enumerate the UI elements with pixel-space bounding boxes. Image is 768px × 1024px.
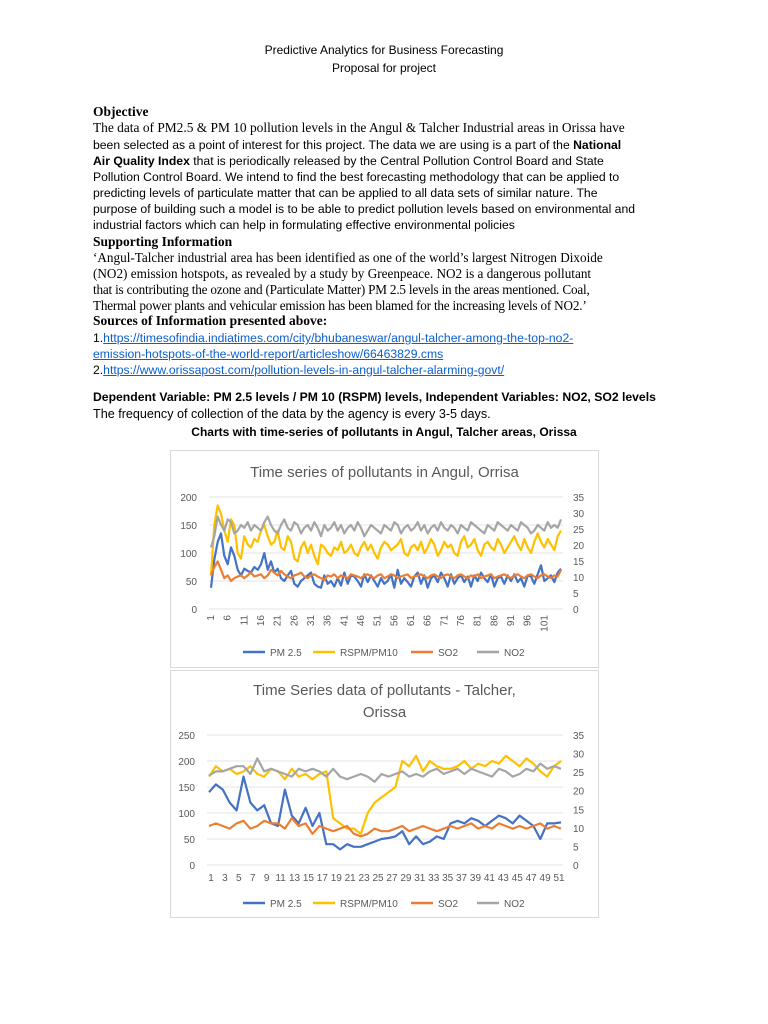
x-tick-label: 35 <box>442 873 454 884</box>
y-right-tick-label: 35 <box>573 731 585 742</box>
y-right-tick-label: 20 <box>573 541 585 552</box>
sources-heading: Sources of Information presented above: <box>93 313 328 328</box>
source-1-link[interactable]: https://timesofindia.indiatimes.com/city/bhubaneswar/angul-talcher-among-the-top-no2- <box>103 331 574 345</box>
x-tick-label: 81 <box>472 615 484 627</box>
x-tick-label: 31 <box>306 615 317 627</box>
x-tick-label: 51 <box>372 615 384 627</box>
y-left-tick-label: 50 <box>183 835 195 846</box>
x-tick-label: 21 <box>344 873 356 884</box>
national-aqi-bold-b: Air Quality Index <box>93 154 190 168</box>
y-left-tick-label: 0 <box>191 605 197 616</box>
source-2-number: 2. <box>93 363 104 377</box>
x-tick-label: 96 <box>522 615 534 627</box>
legend-label: PM 2.5 <box>270 648 302 659</box>
x-tick-label: 9 <box>263 873 270 884</box>
x-tick-label: 15 <box>302 873 315 884</box>
supporting-line-1: ‘Angul-Talcher industrial area has been identified as one of the world’s largest Nitrogen Dixoide <box>93 250 603 265</box>
source-2-link[interactable]: https://www.orissapost.com/pollution-levels-in-angul-talcher-alarming-govt/ <box>103 363 505 377</box>
series-line-no2 <box>209 758 561 781</box>
source-1-number: 1. <box>93 331 104 345</box>
x-tick-label: 13 <box>288 873 301 884</box>
talcher-chart-svg <box>171 671 598 917</box>
objective-line-6: purpose of building such a model is to be able to predict pollution levels based on environmental and <box>93 202 636 216</box>
y-right-tick-label: 5 <box>573 842 579 854</box>
document-title: Predictive Analytics for Business Forecasting <box>264 43 504 57</box>
y-right-tick-label: 20 <box>573 786 585 798</box>
x-tick-label: 17 <box>316 873 328 884</box>
series-line-so2 <box>211 561 561 581</box>
x-tick-label: 31 <box>414 873 426 884</box>
supporting-heading: Supporting Information <box>93 234 233 249</box>
y-left-tick-label: 100 <box>178 809 195 820</box>
y-right-tick-label: 25 <box>573 768 585 780</box>
legend-label: PM 2.5 <box>270 899 302 910</box>
x-tick-label: 11 <box>239 615 251 626</box>
series-line-rspm-pm10 <box>211 505 561 575</box>
objective-line-1: The data of PM2.5 & PM 10 pollution levels in the Angul & Talcher Industrial areas in Orissa have <box>93 120 625 135</box>
objective-line-3 <box>93 153 677 169</box>
series-line-pm-2-5 <box>211 533 561 587</box>
legend-label: NO2 <box>504 648 525 659</box>
source-1-line-1 <box>93 330 677 346</box>
x-tick-label: 1 <box>206 615 217 621</box>
x-tick-label: 66 <box>422 615 434 627</box>
y-right-tick-label: 25 <box>573 525 585 536</box>
objective-line-7: industrial factors which can help in formulating effective environmental policies <box>93 218 515 232</box>
x-tick-label: 23 <box>358 873 370 884</box>
document-subtitle: Proposal for project <box>331 61 437 75</box>
y-right-tick-label: 0 <box>573 605 579 616</box>
x-tick-label: 27 <box>386 873 398 884</box>
angul-chart-svg <box>171 451 598 667</box>
y-left-tick-label: 200 <box>180 493 197 504</box>
x-tick-label: 101 <box>539 615 551 632</box>
x-tick-label: 49 <box>539 873 551 884</box>
supporting-line-3: that is contributing the ozone and (Particulate Matter) PM 2.5 levels in the areas mentioned. Coal, <box>93 282 590 297</box>
y-right-tick-label: 15 <box>573 805 585 817</box>
y-right-tick-label: 15 <box>573 557 585 568</box>
chart-title: Time Series data of pollutants - Talcher, <box>253 682 516 699</box>
x-tick-label: 41 <box>483 873 495 884</box>
x-tick-label: 21 <box>272 615 284 627</box>
x-tick-label: 11 <box>275 873 286 884</box>
x-tick-label: 43 <box>497 873 509 884</box>
x-tick-label: 25 <box>372 873 384 884</box>
x-tick-label: 37 <box>455 873 468 884</box>
y-right-tick-label: 0 <box>573 861 579 872</box>
x-tick-label: 45 <box>511 873 523 884</box>
source-2-line <box>93 362 677 378</box>
y-right-tick-label: 30 <box>573 509 585 520</box>
objective-line-2-text: been selected as a point of interest for this project. The data we are using is a part of the <box>93 138 574 152</box>
x-tick-label: 47 <box>525 873 537 884</box>
y-left-tick-label: 0 <box>189 861 195 872</box>
source-1-line-2 <box>93 346 677 362</box>
y-right-tick-label: 10 <box>573 823 585 835</box>
x-tick-label: 41 <box>339 615 351 627</box>
y-left-tick-label: 250 <box>178 731 195 742</box>
x-tick-label: 61 <box>406 615 417 627</box>
objective-line-3-text: that is periodically released by the Central Pollution Control Board and State <box>189 154 604 168</box>
x-tick-label: 3 <box>222 873 228 884</box>
chart-title-line-2: Orissa <box>362 704 407 721</box>
x-tick-label: 46 <box>356 615 367 627</box>
x-tick-label: 7 <box>249 873 256 884</box>
x-tick-label: 19 <box>330 873 342 884</box>
legend-label: SO2 <box>438 899 459 910</box>
x-tick-label: 39 <box>469 873 482 884</box>
legend-label: RSPM/PM10 <box>340 648 398 659</box>
dependent-variable-line: Dependent Variable: PM 2.5 levels / PM 10 (RSPM) levels, Independent Variables: NO2, SO2 levels <box>93 390 656 404</box>
source-1-link-continued[interactable]: emission-hotspots-of-the-world-report/articleshow/66463829.cms <box>93 347 444 361</box>
y-left-tick-label: 150 <box>178 783 195 794</box>
objective-line-4: Pollution Control Board. We intend to find the best forecasting methodology that can be applied to <box>93 170 620 184</box>
y-left-tick-label: 200 <box>178 757 195 768</box>
x-tick-label: 71 <box>439 615 451 627</box>
x-tick-label: 33 <box>428 873 440 884</box>
charts-caption: Charts with time-series of pollutants in Angul, Talcher areas, Orissa <box>191 425 577 439</box>
supporting-line-4: Thermal power plants and vehicular emission has been blamed for the increasing levels of NO2.’ <box>93 298 587 313</box>
x-tick-label: 76 <box>456 615 467 627</box>
x-tick-label: 16 <box>256 615 267 627</box>
legend-label: NO2 <box>504 899 525 910</box>
objective-heading: Objective <box>93 104 149 119</box>
frequency-line: The frequency of collection of the data by the agency is every 3-5 days. <box>93 407 491 421</box>
objective-line-2 <box>93 137 677 153</box>
x-tick-label: 6 <box>222 615 234 621</box>
supporting-line-2: (NO2) emission hotspots, as revealed by a study by Greenpeace. NO2 is a dangerous pollutant <box>93 266 592 281</box>
y-right-tick-label: 30 <box>573 749 585 761</box>
x-tick-label: 51 <box>553 873 565 884</box>
y-left-tick-label: 150 <box>180 521 197 532</box>
angul-chart <box>170 450 599 668</box>
x-tick-label: 91 <box>506 615 517 627</box>
x-tick-label: 1 <box>208 873 214 884</box>
x-tick-label: 56 <box>389 615 401 627</box>
y-right-tick-label: 10 <box>573 573 585 584</box>
y-right-tick-label: 5 <box>573 589 579 600</box>
x-tick-label: 36 <box>322 615 334 627</box>
talcher-chart <box>170 670 599 918</box>
x-tick-label: 86 <box>489 615 501 627</box>
legend-label: RSPM/PM10 <box>340 899 398 910</box>
legend-label: SO2 <box>438 648 459 659</box>
nationa-aqi-bold-a: National <box>573 138 622 152</box>
x-tick-label: 26 <box>289 615 301 627</box>
x-tick-label: 5 <box>236 873 242 884</box>
y-right-tick-label: 35 <box>573 493 585 504</box>
x-tick-label: 29 <box>400 873 412 884</box>
y-left-tick-label: 100 <box>180 549 197 560</box>
chart-title: Time series of pollutants in Angul, Orrisa <box>250 464 519 481</box>
objective-line-5: predicting levels of particulate matter that can be applied to all data sets of similar nature. The <box>93 186 598 200</box>
y-left-tick-label: 50 <box>185 577 197 588</box>
